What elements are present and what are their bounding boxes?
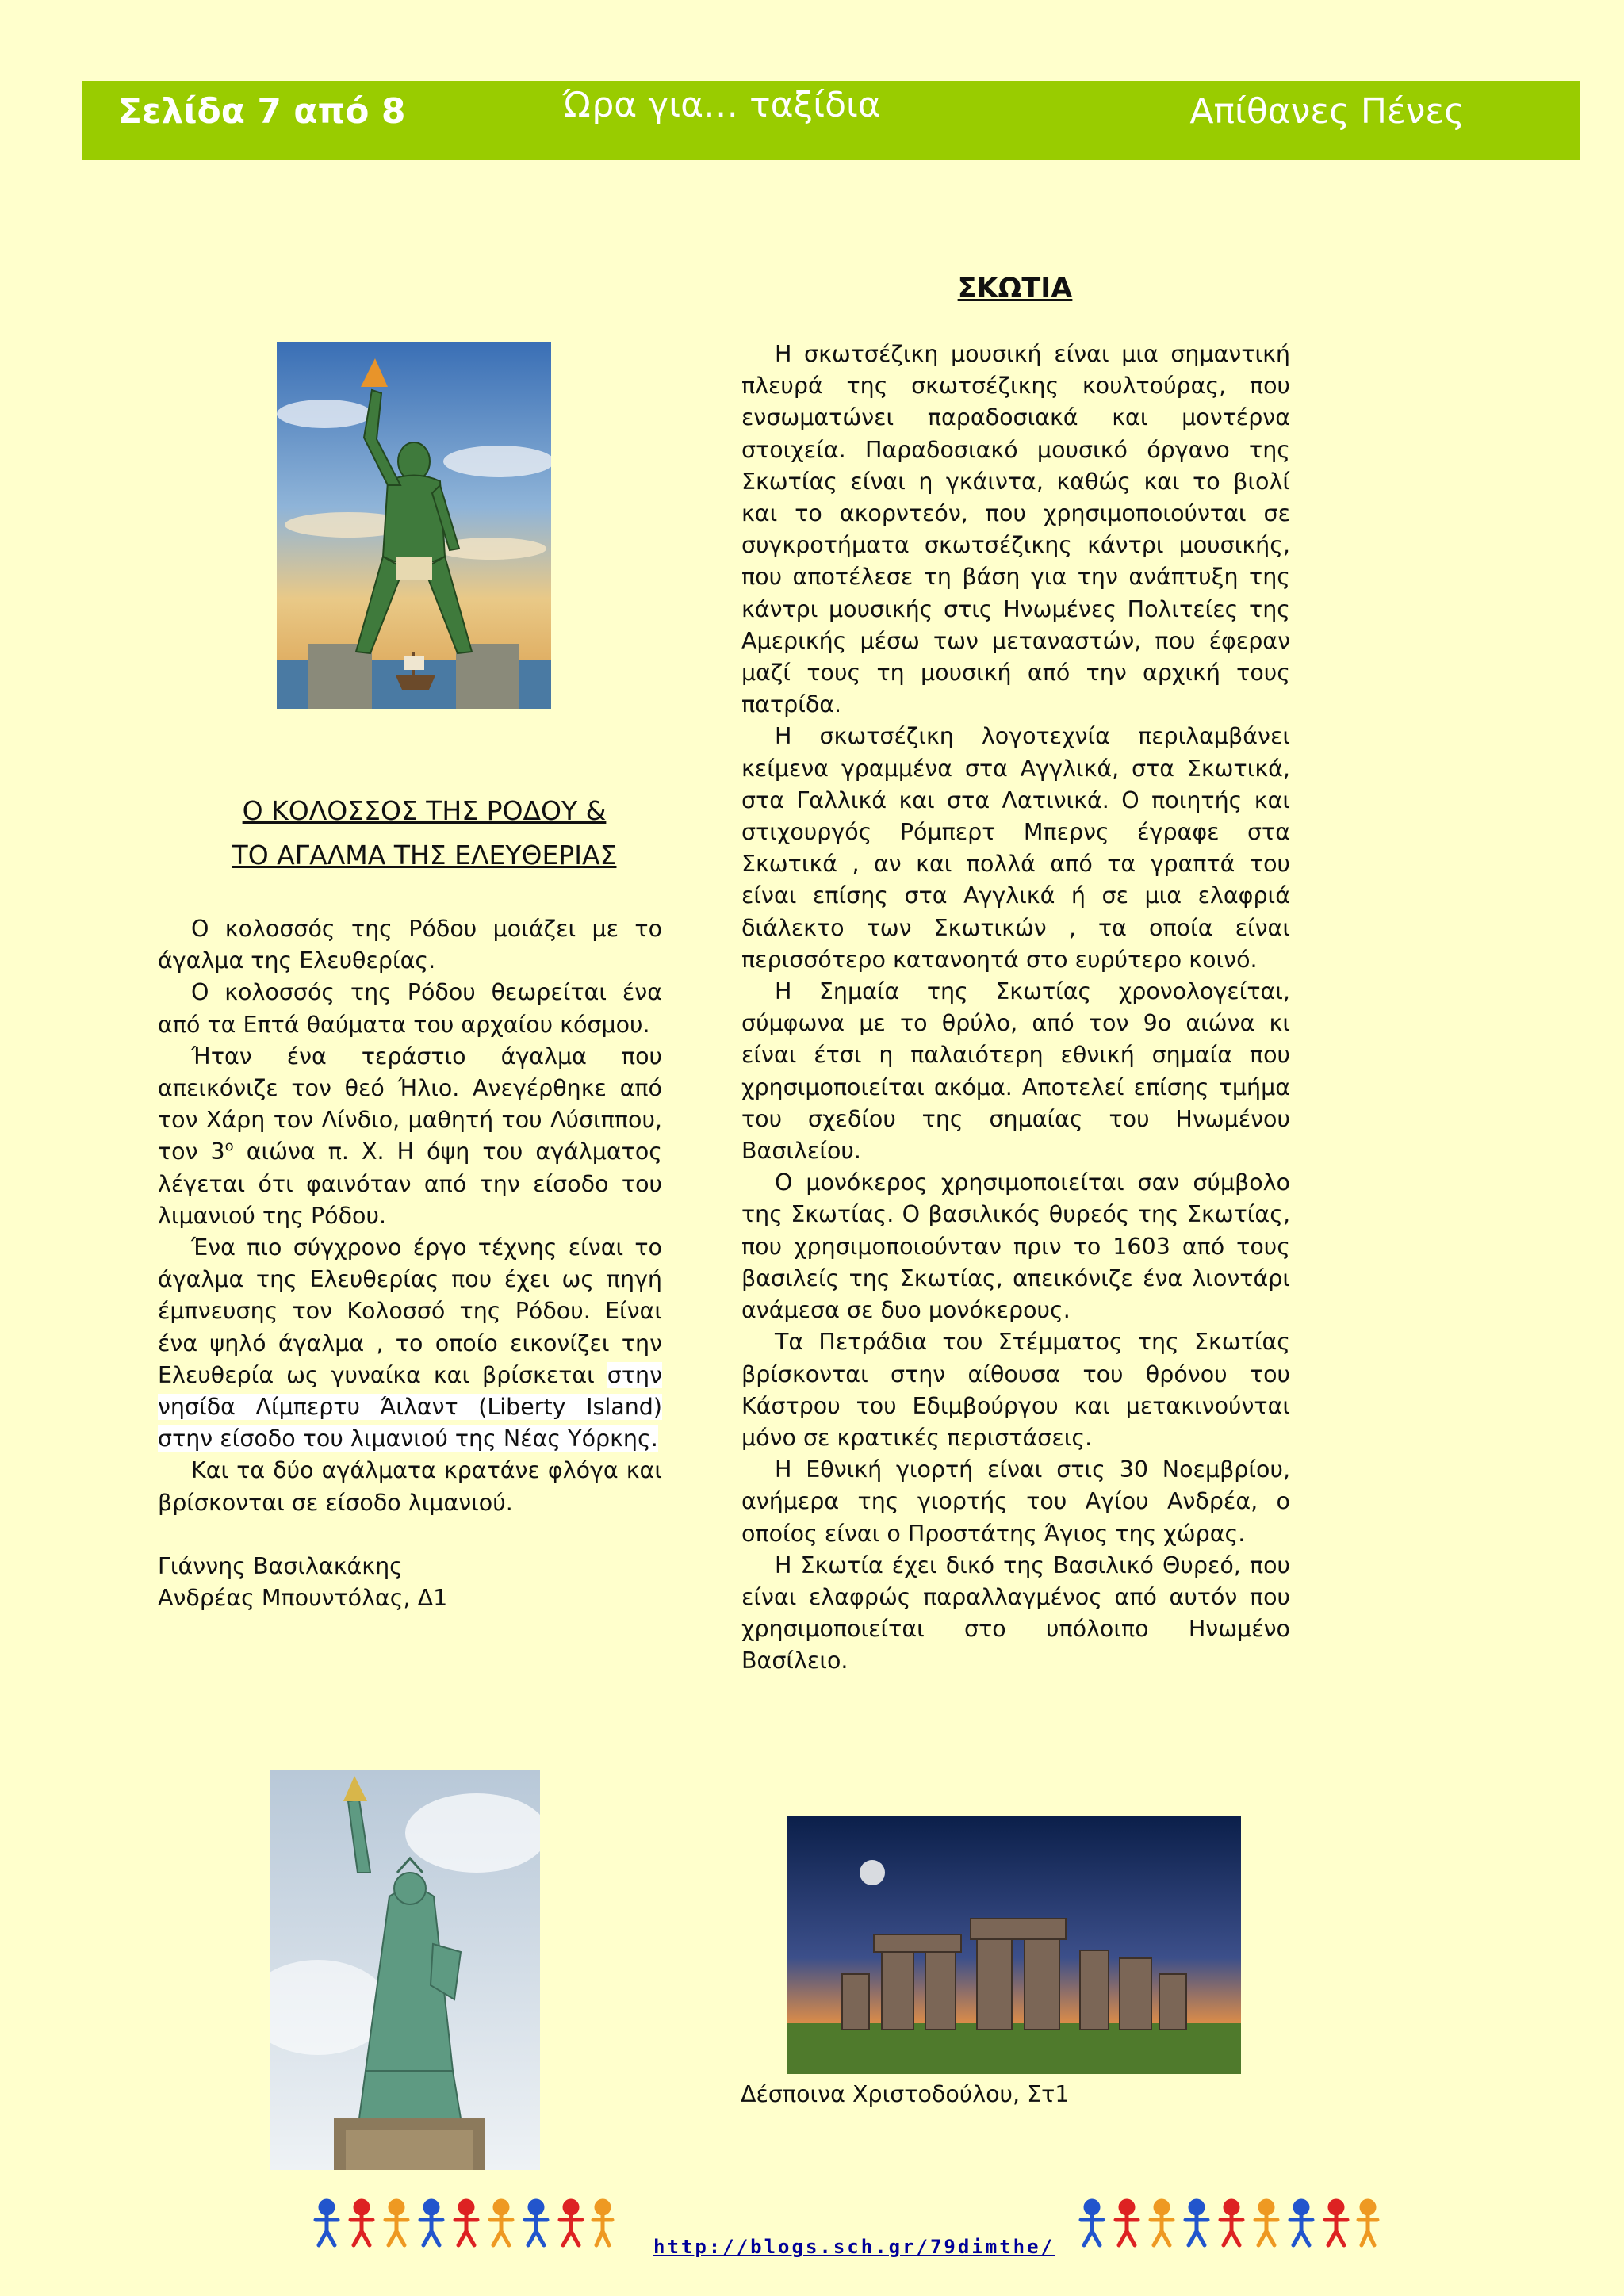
page-header (82, 81, 1580, 160)
paragraph: Η Σημαία της Σκωτίας χρονολογείται, σύμφωνα με το θρύλο, από τον 9ο αιώνα κι είναι έτσι η παλαιότερη εθνική σημαία που χρησιμοποιείται ακόμα. Αποτελεί επίσης τμήμα του σχεδίου της σημαίας του Ηνωμένου Βασιλείου. (741, 978, 1290, 1165)
article-heading-scotland: ΣΚΩΤΙΑ (957, 273, 1073, 304)
blog-link[interactable]: http://blogs.sch.gr/79dimthe/ (653, 2236, 1055, 2258)
author-line: Γιάννης Βασιλακάκης (158, 1552, 403, 1579)
heading-line-1: Ο ΚΟΛΟΣΣΟΣ ΤΗΣ ΡΟΔΟΥ & (242, 795, 607, 826)
heading-line-2: ΤΟ ΑΓΑΛΜΑ ΤΗΣ ΕΛΕΥΘΕΡΙΑΣ (232, 840, 617, 871)
paragraph: Ένα πιο σύγχρονο έργο τέχνης είναι το άγαλμα της Ελευθερίας που έχει ως πηγή έμπνευσης τον Κολοσσό της Ρόδου. Είναι ένα ψηλό άγαλμα , το οποίο εικονίζει την Ελευθερία ως γυναίκα και βρίσκεται στην νησίδα Λίμπερτυ Άιλαντ (Liberty Island) στην είσοδο του λιμανιού της Νέας Υόρκης. (158, 1234, 662, 1452)
footer-kids-decoration-right (1074, 2196, 1384, 2252)
article-heading-colossus (159, 789, 690, 878)
stonehenge-image (787, 1816, 1241, 2074)
article-body-scotland (741, 339, 1290, 1678)
article-body-colossus (158, 913, 662, 1614)
paragraph: Η σκωτσέζικη λογοτεχνία περιλαμβάνει κείμενα γραμμένα στα Αγγλικά, στα Σκωτικά, στα Γαλλικά και στα Λατινικά. Ο ποιητής και στιχουργός Ρόμπερτ Μπερνς έγραφε στα Σκωτικά , αν και πολλά από τα γραπτά του είναι επίσης στα Αγγλικά ή σε μια ελαφριά διάλεκτο των Σκωτικών , τα οποία είναι περισσότερο κατανοητά στο ευρύτερο κοινό. (741, 723, 1290, 973)
paragraph: Ο μονόκερος χρησιμοποιείται σαν σύμβολο της Σκωτίας. Ο βασιλικός θυρεός της Σκωτίας, που χρησιμοποιούνταν πριν το 1603 από τους βασιλείς της Σκωτίας, απεικόνιζε ένα λιοντάρι ανάμεσα σε δυο μονόκερους. (741, 1169, 1290, 1324)
page-number: Σελίδα 7 από 8 (118, 91, 406, 132)
paragraph: Ο κολοσσός της Ρόδου μοιάζει με το άγαλμα της Ελευθερίας. (158, 916, 662, 974)
newsletter-name: Απίθανες Πένες (1189, 91, 1465, 132)
newsletter-section-title: Ώρα για… ταξίδια (563, 85, 881, 125)
paragraph: Η Σκωτία έχει δικό της Βασιλικό Θυρεό, που είναι ελαφρώς παραλλαγμένος από αυτόν που χρησιμοποιείται στο υπόλοιπο Ηνωμένο Βασίλειο. (741, 1552, 1290, 1674)
paragraph: Ο κολοσσός της Ρόδου θεωρείται ένα από τα Επτά θαύματα του αρχαίου κόσμου. (158, 979, 662, 1038)
paragraph: Τα Πετράδια του Στέμματος της Σκωτίας βρίσκονται στην αίθουσα του θρόνου του Κάστρου του Εδιμβούργου και μετακινούνται μόνο σε κρατικές περιστάσεις. (741, 1329, 1290, 1451)
author-line: Ανδρέας Μπουντόλας, Δ1 (158, 1585, 448, 1612)
colossus-of-rhodes-image (277, 342, 551, 709)
paragraph: Και τα δύο αγάλματα κρατάνε φλόγα και βρίσκονται σε είσοδο λιμανιού. (158, 1457, 662, 1516)
highlighted-text: στην νησίδα Λίμπερτυ Άιλαντ (Liberty Island) στην είσοδο του λιμανιού της Νέας Υόρκης. (158, 1361, 662, 1452)
footer-kids-decoration-left (309, 2196, 619, 2252)
paragraph: Η σκωτσέζικη μουσική είναι μια σημαντική πλευρά της σκωτσέζικης κουλτούρας, που ενσωματώνει παραδοσιακά και μοντέρνα στοιχεία. Παραδοσιακό μουσικό όργανο της Σκωτίας είναι η γκάιντα, καθώς και το βιολί και το ακορντεόν, που χρησιμοποιούνται σε συγκροτήματα σκωτσέζικης κάντρι μουσικής, που αποτέλεσε τη βάση για την ανάπτυξη της κάντρι μουσικής στις Ηνωμένες Πολιτείες της Αμερικής μέσω των μεταναστών, που έφεραν μαζί τους τη μουσική από την αρχική τους πατρίδα. (741, 341, 1290, 718)
paragraph: Ήταν ένα τεράστιο άγαλμα που απεικόνιζε τον θεό Ήλιο. Ανεγέρθηκε από τον Χάρη τον Λίνδιο, μαθητή του Λύσιππου, τον $3^o$ αιώνα π. Χ. Η όψη του αγάλματος λέγεται ότι φαινόταν από την είσοδο του λιμανιού της Ρόδου. (158, 1043, 662, 1229)
paragraph: Η Εθνική γιορτή είναι στις 30 Νοεμβρίου, ανήμερα της γιορτής του Αγίου Ανδρέα, ο οποίος είναι ο Προστάτης Άγιος της χώρας. (741, 1456, 1290, 1547)
author-line: Δέσποινα Χριστοδούλου, Στ1 (741, 2081, 1070, 2107)
statue-of-liberty-image (270, 1770, 540, 2170)
